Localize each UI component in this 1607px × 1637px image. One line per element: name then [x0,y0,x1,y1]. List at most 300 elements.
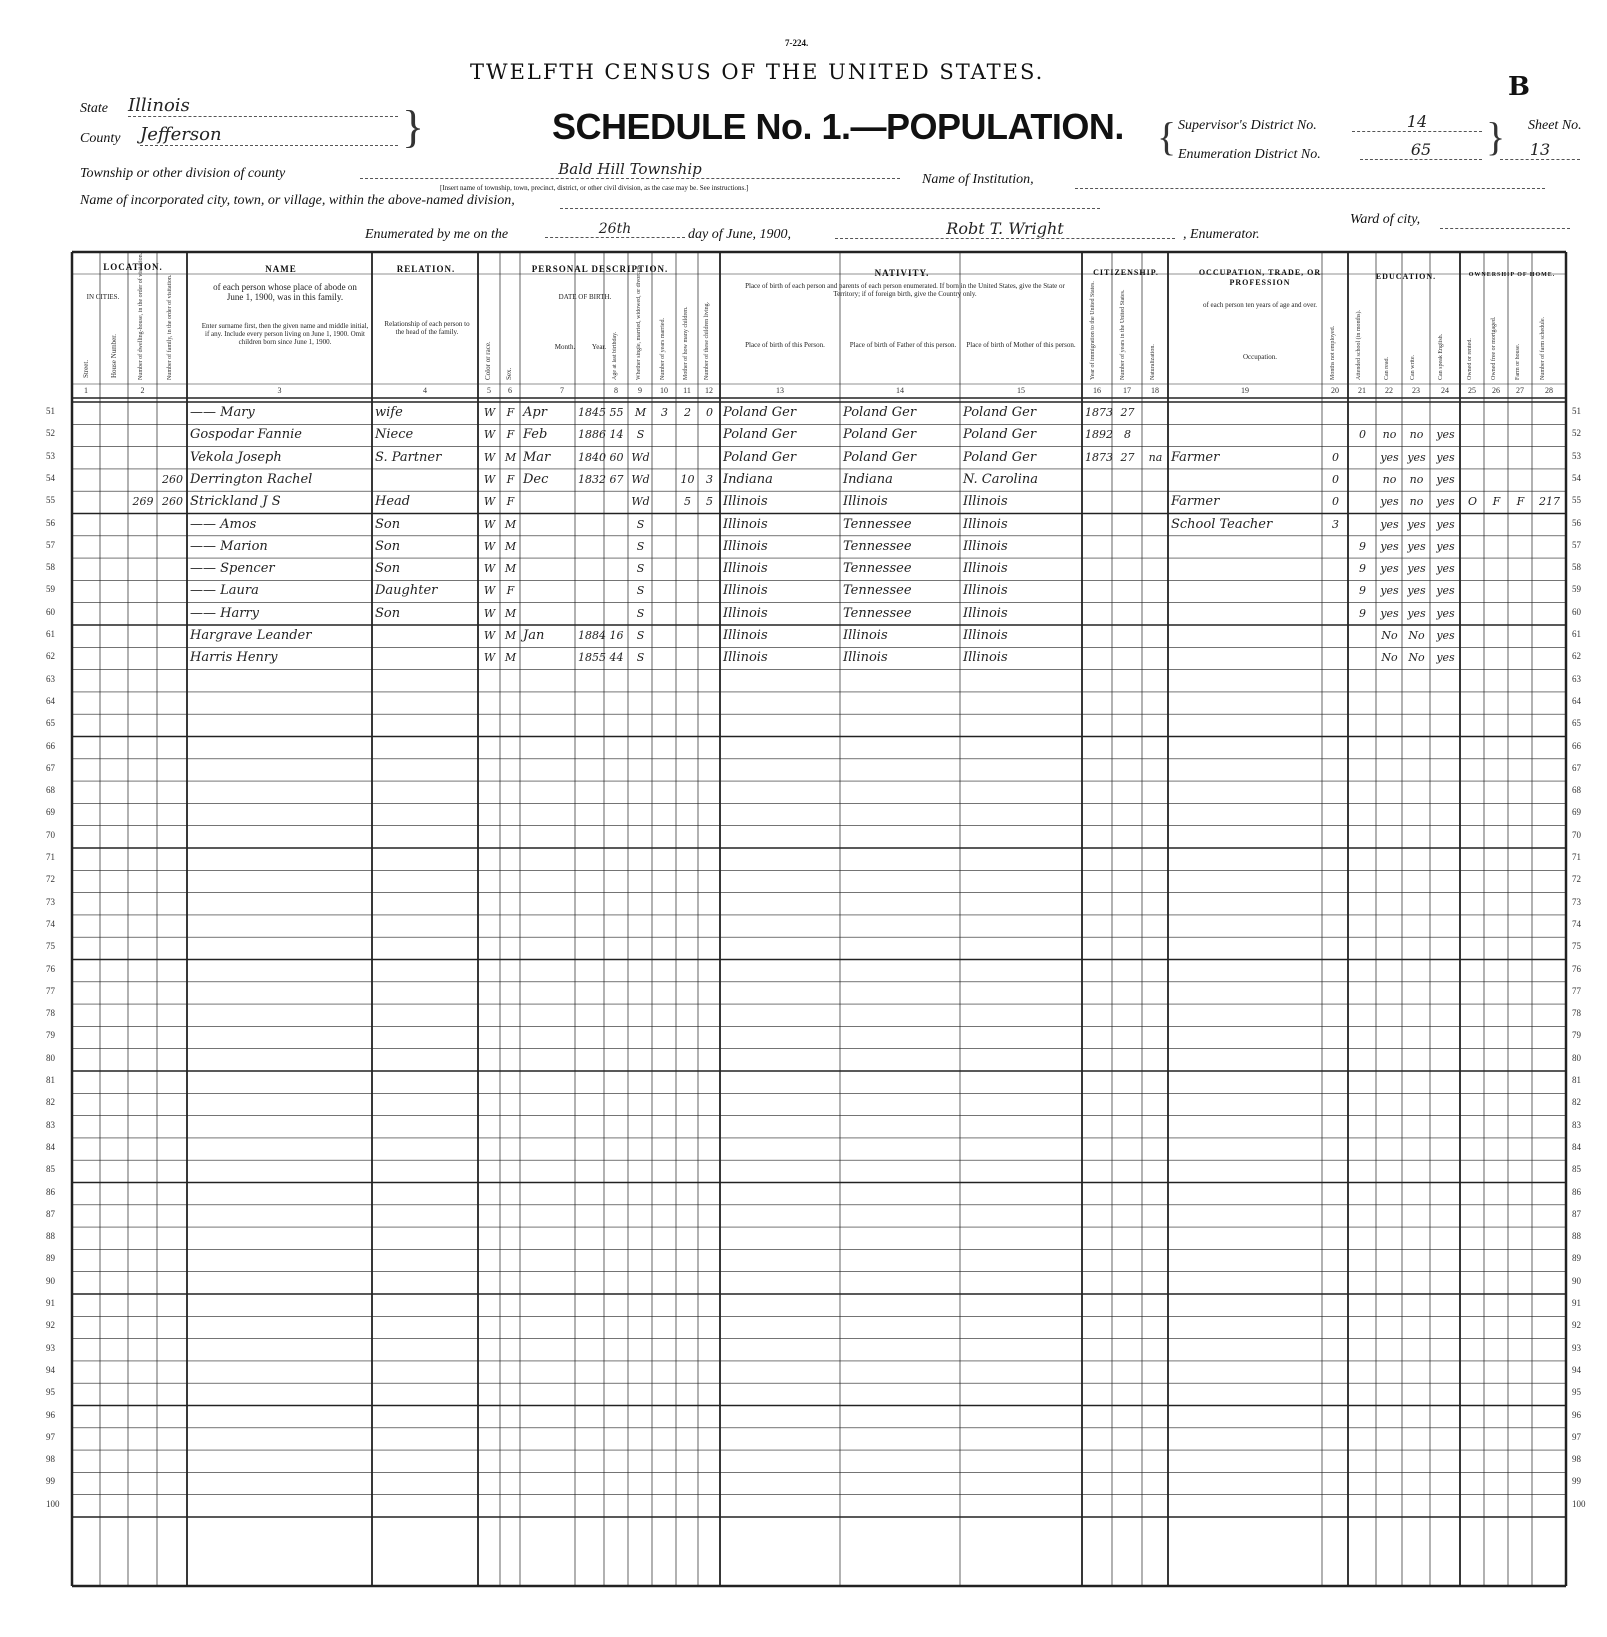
cell-write: yes [1407,562,1426,576]
cell-color: W [483,406,496,419]
line-number: 54 [1572,472,1581,483]
cell-name: —— Amos [190,516,257,532]
school-label: Attended school (in months). [1356,310,1362,380]
cell-age: 55 [609,406,624,419]
cell-mother-of: 10 [680,472,695,486]
cell-write: No [1408,629,1425,642]
column-number: 9 [638,386,642,395]
city-label: Name of incorporated city, town, or village, within the above-named division, [80,193,515,208]
cell-month: Jan [523,628,545,643]
cell-marital: S [636,517,645,531]
cell-occupation: School Teacher [1171,516,1273,532]
state-label: State [80,101,108,116]
ward-label: Ward of city, [1350,212,1421,227]
line-number: 56 [46,517,55,528]
cell-age: 67 [609,472,624,486]
mother-of-label: Mother of how many children. [683,306,689,380]
cell-write: yes [1407,517,1426,531]
name-desc: of each person whose place of abode on June 1, 1900, was in this family. [213,282,357,302]
write-label: Can write. [1410,355,1416,380]
line-number: 100 [1572,1498,1586,1509]
cell-name: —— Marion [190,538,268,554]
line-number: 93 [1572,1342,1581,1353]
marital-label: Whether single, married, widowed, or divorced. [636,264,642,380]
line-number: 64 [46,695,55,706]
cell-color: W [483,517,496,531]
cell-mortgage: F [1492,495,1501,509]
cell-color: W [483,539,496,553]
cell-english: yes [1436,472,1455,486]
line-number: 90 [46,1275,55,1286]
cell-english: yes [1436,450,1455,464]
cell-unemployed: 0 [1332,472,1339,486]
line-number: 86 [46,1186,55,1197]
cell-name: Vekola Joseph [190,449,282,465]
english-label: Can speak English. [1438,333,1444,380]
line-number: 83 [46,1119,55,1130]
institution-label: Name of Institution, [922,172,1034,187]
line-number: 53 [46,450,55,461]
cell-birth-father: Illinois [843,494,888,510]
column-number: 27 [1516,386,1524,395]
cell-relation: S. Partner [375,449,442,465]
cell-relation: Head [375,494,411,510]
line-number: 76 [1572,963,1581,974]
form-code: 7-224. [785,38,809,48]
line-number: 67 [1572,762,1581,773]
citizenship-header: CITIZENSHIP. [1093,268,1159,277]
cell-marital: Wd [631,495,650,509]
cell-english: yes [1436,629,1455,642]
cell-name: —— Harry [190,605,259,621]
years-married-label: Number of years married. [660,318,666,380]
street-label: Street. [82,359,90,378]
cell-school: 9 [1359,584,1366,598]
cell-living: 0 [706,406,713,419]
line-number: 95 [1572,1387,1581,1398]
column-number: 19 [1241,386,1249,395]
cell-color: W [483,450,496,464]
line-number: 55 [46,495,55,506]
cell-birth-person: Illinois [723,628,768,643]
cell-read: no [1382,428,1397,442]
cell-birth-father: Poland Ger [843,405,917,420]
line-number: 94 [46,1364,55,1375]
cell-school: 9 [1359,562,1366,576]
line-number: 74 [46,918,55,929]
birth-father-header: Place of birth of Father of this person. [849,341,957,349]
line-number: 77 [46,985,55,996]
line-number: 78 [46,1008,55,1019]
line-number: 60 [46,606,55,617]
cell-color: W [483,629,496,642]
line-number: 55 [1572,495,1581,506]
cell-immigration: 1873 [1085,450,1113,464]
line-number: 99 [46,1476,55,1487]
cell-birth-father: Tennessee [843,516,912,532]
line-number: 91 [46,1298,55,1308]
cell-month: Dec [523,471,549,487]
cell-birth-father: Tennessee [843,561,912,577]
cell-write: yes [1407,606,1426,620]
column-number: 20 [1331,386,1339,395]
cell-mother-of: 2 [684,406,691,419]
cell-years-us: 27 [1120,450,1135,464]
unemployed-label: Months not employed. [1330,325,1336,380]
sheet-letter: B [1508,72,1530,102]
column-number: 24 [1441,386,1449,395]
cell-relation: Son [375,561,401,577]
cell-mother-of: 5 [684,495,691,509]
line-number: 61 [46,629,55,639]
cell-name: Derrington Rachel [190,471,313,487]
cell-year: 1884 [578,629,606,642]
cell-month: Feb [523,427,548,443]
relation-desc: Relationship of each person to the head of the family. [384,320,470,336]
color-label: Color or race. [484,341,492,380]
ownership-header: OWNERSHIP OF HOME. [1468,272,1556,278]
cell-sex: M [504,562,517,576]
line-number: 69 [46,807,55,818]
cell-sex: M [504,629,517,642]
line-number: 63 [46,673,55,684]
line-number: 51 [46,406,55,416]
cell-living: 3 [706,472,713,486]
line-number: 54 [46,472,55,483]
cell-write: no [1409,495,1424,509]
line-number: 84 [46,1141,55,1152]
cell-family: 260 [162,472,183,486]
cell-sex: M [504,606,517,620]
cell-birth-person: Poland Ger [723,405,797,420]
cell-occupation: Farmer [1171,449,1220,465]
cell-write: no [1409,472,1424,486]
cell-english: yes [1436,651,1455,665]
supervisor-field: 14 [1352,112,1482,132]
cell-name: Strickland J S [190,494,281,510]
cell-birth-mother: Illinois [963,561,1008,577]
line-number: 76 [46,963,55,974]
line-number: 71 [1572,852,1581,862]
cell-name: Gospodar Fannie [190,427,302,443]
cell-marital: S [636,539,645,553]
cell-sex: M [504,539,517,553]
line-number: 57 [46,539,55,550]
cell-birth-father: Tennessee [843,538,912,554]
column-number: 26 [1492,386,1500,395]
cell-birth-person: Illinois [723,605,768,621]
township-label: Township or other division of county [80,166,286,181]
cell-birth-mother: Illinois [963,650,1008,666]
line-number: 77 [1572,985,1581,996]
line-number: 62 [1572,651,1581,662]
line-number: 89 [46,1253,55,1264]
line-number: 68 [1572,785,1581,796]
column-number: 28 [1545,386,1553,395]
line-number: 79 [46,1030,55,1041]
line-number: 80 [46,1052,55,1063]
cell-read: No [1381,651,1398,665]
census-title: TWELFTH CENSUS OF THE UNITED STATES. [470,60,1045,84]
cell-sex: F [506,472,515,486]
line-number: 83 [1572,1119,1581,1130]
line-number: 96 [1572,1409,1581,1420]
line-number: 69 [1572,807,1581,818]
line-number: 79 [1572,1030,1581,1041]
line-number: 81 [46,1075,55,1085]
cell-living: 5 [706,495,713,509]
cell-read: yes [1380,539,1399,553]
cell-marital: S [636,584,645,598]
column-number: 8 [614,386,618,395]
line-number: 72 [1572,874,1581,885]
line-number: 88 [46,1231,55,1242]
cell-birth-father: Tennessee [843,605,912,621]
line-number: 98 [1572,1454,1581,1465]
line-number: 62 [46,651,55,662]
cell-read: yes [1380,450,1399,464]
cell-birth-mother: Illinois [963,494,1008,510]
cell-family: 260 [162,495,183,509]
line-number: 82 [1572,1097,1581,1108]
line-number: 71 [46,852,55,862]
cell-relation: Son [375,516,401,532]
cell-read: yes [1380,562,1399,576]
column-number: 2 [140,386,145,395]
cell-read: No [1381,629,1398,642]
enumeration-field: 65 [1360,140,1482,160]
cell-month: Mar [523,449,551,465]
line-number: 95 [46,1387,55,1398]
cell-birth-mother: Illinois [963,583,1008,599]
line-number: 75 [1572,941,1581,952]
cell-birth-father: Indiana [843,471,893,487]
line-number: 64 [1572,695,1581,706]
location-header: LOCATION. [103,262,163,272]
line-number: 97 [46,1431,55,1442]
enumerated-day: 26th [545,221,685,238]
education-header: EDUCATION. [1375,272,1437,281]
cell-color: W [483,495,496,509]
cell-write: no [1409,428,1424,442]
column-number: 5 [487,386,491,395]
line-number: 51 [1572,406,1581,416]
cell-years-us: 27 [1120,406,1135,419]
birth-person-header: Place of birth of this Person. [745,341,825,349]
cell-year: 1840 [578,450,606,464]
name-note: Enter surname first, then the given name and middle initial, if any. Include every person living on June 1, 1900. Omit children born since June 1, 1900. [201,322,369,346]
cell-name: Harris Henry [190,650,278,666]
line-number: 53 [1572,450,1581,461]
cell-years-married: 3 [661,406,668,419]
cell-unemployed: 0 [1332,450,1339,464]
cell-english: yes [1436,428,1455,442]
cell-marital: S [636,651,645,665]
line-number: 58 [1572,562,1581,573]
cell-year: 1832 [578,472,606,486]
line-number: 56 [1572,517,1581,528]
cell-year: 1845 [578,406,606,419]
cell-color: W [483,472,496,486]
occupation-col-header: Occupation. [1242,353,1277,361]
line-number: 89 [1572,1253,1581,1264]
occupation-header: OCCUPATION, TRADE, OR PROFESSION [1198,268,1322,287]
cell-marital: S [636,562,645,576]
column-number: 15 [1017,386,1025,395]
cell-sex: F [506,495,515,509]
owned-label: Owned or rented. [1467,338,1473,380]
cell-naturalization: na [1148,450,1163,464]
cell-school: 9 [1359,539,1366,553]
enumerator-name: Robt T. Wright [835,219,1175,239]
line-number: 86 [1572,1186,1581,1197]
enumeration-label: Enumeration District No. [1178,147,1321,162]
cell-name: —— Spencer [190,561,275,577]
cell-year: 1855 [578,651,606,665]
cell-years-us: 8 [1124,428,1131,442]
birth-mother-header: Place of birth of Mother of this person. [966,341,1076,349]
cell-name: —— Mary [190,405,255,420]
cell-english: yes [1436,539,1455,553]
line-number: 72 [46,874,55,885]
line-number: 85 [1572,1164,1581,1175]
house-label: House Number. [110,334,118,378]
cell-write: yes [1407,539,1426,553]
schedule-label: Number of farm schedule. [1540,317,1546,380]
cell-owned: O [1467,495,1478,509]
cell-birth-person: Indiana [723,471,773,487]
line-number: 81 [1572,1075,1581,1085]
column-number: 3 [277,386,282,395]
enumerator-label: , Enumerator. [1183,227,1260,242]
in-cities-header: IN CITIES. [86,293,120,301]
read-label: Can read. [1384,357,1390,380]
line-number: 59 [1572,584,1581,595]
cell-read: yes [1380,584,1399,598]
column-number: 21 [1358,386,1366,395]
township-note: [Insert name of township, town, precinct, district, or other civil division, as the case may be. See instructions.] [440,184,749,192]
cell-color: W [483,584,496,598]
right-brace-open: { [1157,114,1177,159]
cell-sex: M [504,450,517,464]
cell-birth-father: Tennessee [843,583,912,599]
line-number: 70 [46,829,55,840]
line-number: 88 [1572,1231,1581,1242]
nativity-desc: Place of birth of each person and parents of each person enumerated. If born in the United States, give the State or Territory; if of foreign birth, give the Country only. [745,282,1065,298]
line-number: 92 [46,1320,55,1331]
family-label: Number of family, in the order of visitation. [167,274,173,380]
line-number: 60 [1572,606,1581,617]
nativity-header: NATIVITY. [874,268,930,278]
county-label: County [80,131,121,146]
line-number: 99 [1572,1476,1581,1487]
township-field: Bald Hill Township [360,160,900,179]
cell-age: 44 [609,651,624,665]
cell-sex: F [506,584,515,598]
cell-english: yes [1436,606,1455,620]
cell-english: yes [1436,517,1455,531]
enumerated-pre: Enumerated by me on the [365,227,509,242]
relation-header: RELATION. [396,264,456,274]
enumerated-post: day of June, 1900, [688,227,792,242]
line-number: 78 [1572,1008,1581,1019]
cell-birth-person: Illinois [723,494,768,510]
line-number: 67 [46,762,55,773]
cell-birth-mother: Illinois [963,516,1008,532]
cell-birth-person: Illinois [723,538,768,554]
cell-birth-person: Poland Ger [723,427,797,443]
cell-english: yes [1436,562,1455,576]
sheet-field: 13 [1500,140,1580,160]
cell-birth-mother: Poland Ger [963,427,1037,443]
column-number: 17 [1123,386,1131,395]
occupation-desc: of each person ten years of age and over. [1202,301,1318,309]
name-header: NAME [265,264,297,274]
right-brace-close: } [1486,114,1506,159]
line-number: 65 [46,718,55,729]
line-number: 70 [1572,829,1581,840]
cell-read: no [1382,472,1397,486]
cell-birth-father: Illinois [843,628,888,643]
cell-age: 16 [609,629,624,642]
cell-marital: Wd [631,450,650,464]
line-number: 52 [46,428,55,439]
cell-birth-person: Illinois [723,516,768,532]
cell-marital: S [636,428,645,442]
column-number: 10 [660,386,668,395]
cell-sex: F [506,406,515,419]
cell-birth-mother: Poland Ger [963,449,1037,465]
cell-year: 1886 [578,428,606,442]
line-number: 90 [1572,1275,1581,1286]
state-field: Illinois [128,95,398,117]
column-number: 16 [1093,386,1101,395]
cell-write: yes [1407,450,1426,464]
cell-birth-mother: Illinois [963,605,1008,621]
column-number: 25 [1468,386,1476,395]
column-number: 6 [508,386,512,395]
personal-header: PERSONAL DESCRIPTION. [531,264,669,274]
cell-birth-person: Illinois [723,561,768,577]
line-number: 68 [46,785,55,796]
month-header: Month. [554,343,576,351]
cell-color: W [483,428,496,442]
line-number: 91 [1572,1298,1581,1308]
line-number: 74 [1572,918,1581,929]
farm-label: Farm or house. [1515,343,1521,380]
living-label: Number of these children living. [704,301,710,380]
line-number: 63 [1572,673,1581,684]
line-number: 75 [46,941,55,952]
cell-age: 14 [609,428,624,442]
line-number: 80 [1572,1052,1581,1063]
line-number: 93 [46,1342,55,1353]
line-number: 65 [1572,718,1581,729]
cell-birth-mother: Poland Ger [963,405,1037,420]
line-number: 85 [46,1164,55,1175]
cell-write: yes [1407,584,1426,598]
cell-name: —— Laura [190,583,259,599]
line-number: 100 [46,1498,60,1509]
sex-label: Sex. [505,367,513,380]
line-number: 66 [1572,740,1581,751]
line-number: 73 [46,896,55,907]
cell-relation: Son [375,538,401,554]
sheet-label: Sheet No. [1528,118,1582,133]
line-number: 98 [46,1454,55,1465]
mortgage-label: Owned free or mortgaged. [1491,316,1497,380]
cell-color: W [483,651,496,665]
